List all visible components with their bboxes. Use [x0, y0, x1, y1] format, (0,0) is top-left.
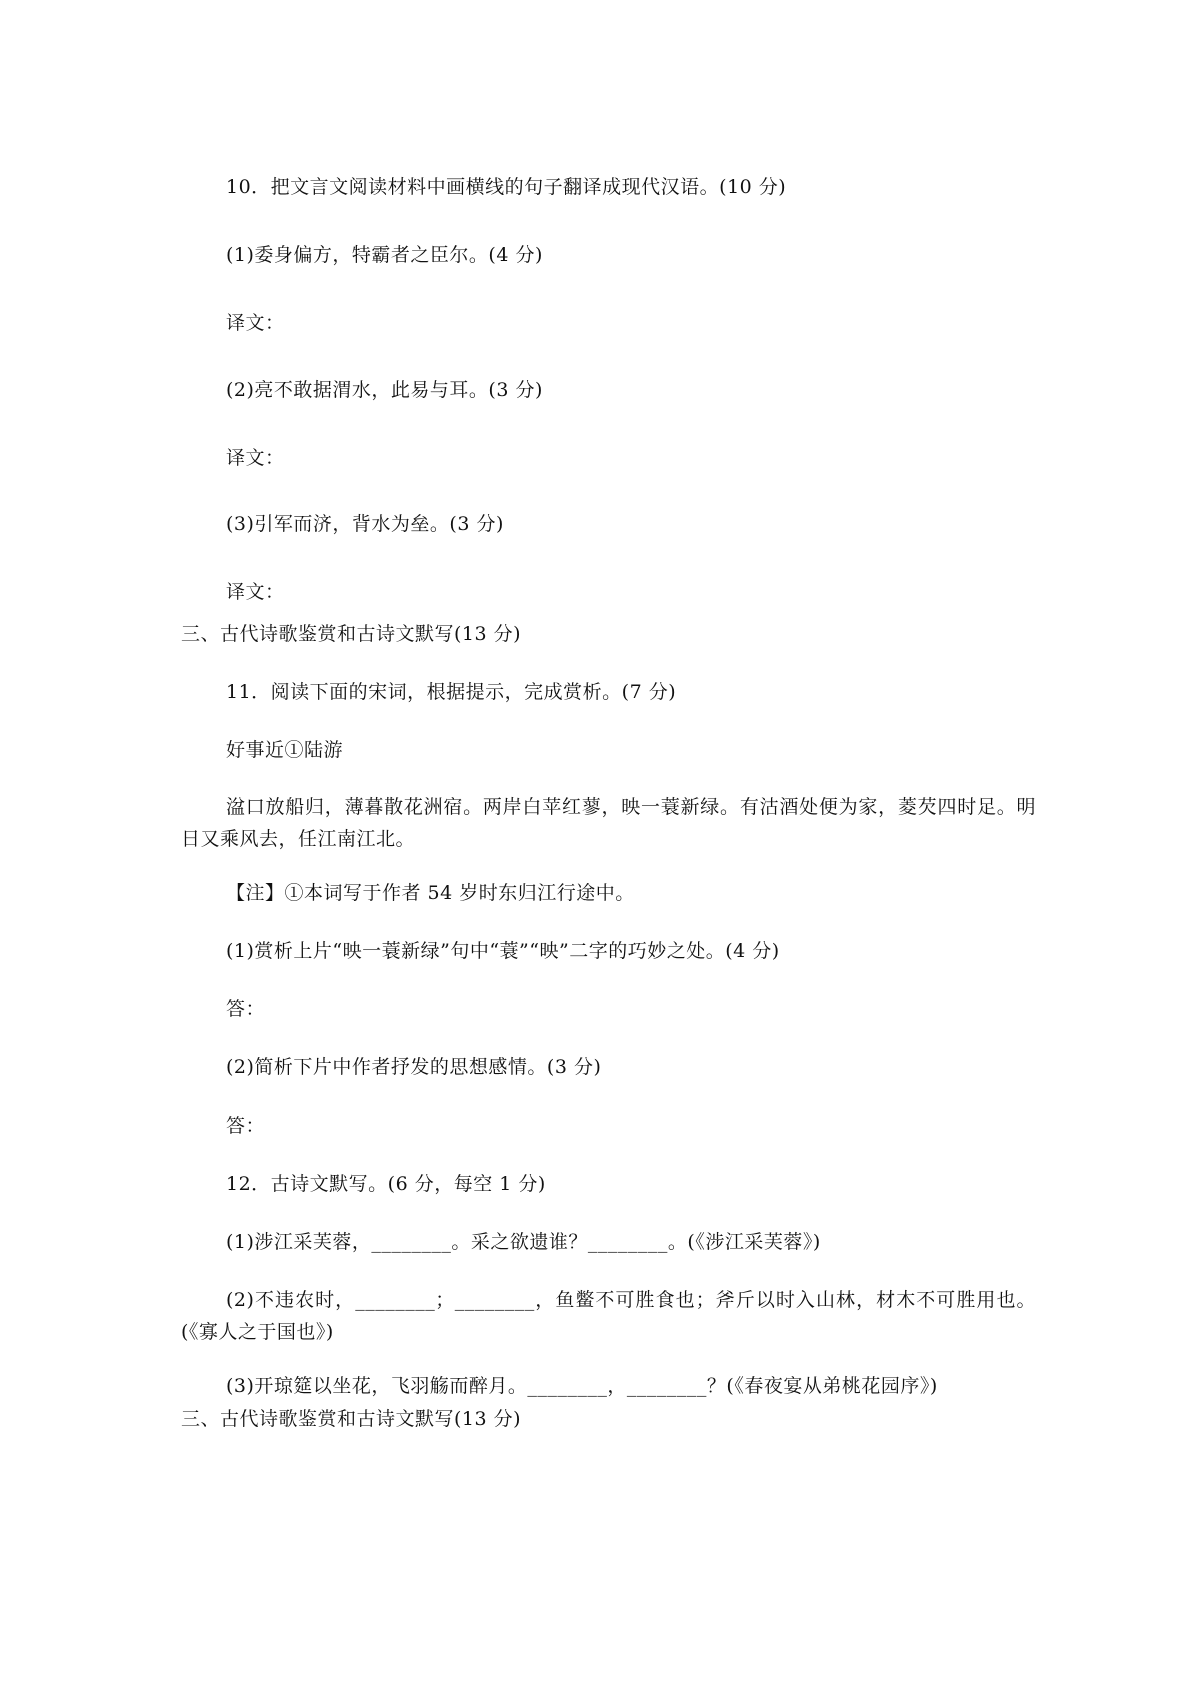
question-11-title: 11．阅读下面的宋词，根据提示，完成赏析。(7 分): [226, 681, 677, 703]
question-12-title: 12．古诗文默写。(6 分，每空 1 分): [226, 1173, 546, 1195]
poem-note: 【注】①本词写于作者 54 岁时东归江行途中。: [226, 882, 635, 904]
question-10-translation-label-2: 译文：: [226, 447, 285, 469]
question-12-part-3: (3)开琼筵以坐花，飞羽觞而醉月。________，________？(《春夜宴从弟桃花园序》): [226, 1375, 938, 1397]
question-10-sentence-3: (3)引军而济，背水为垒。(3 分): [226, 513, 504, 535]
answer-label-1: 答：: [226, 998, 266, 1020]
question-12-part-1: (1)涉江采芙蓉，________。采之欲遗谁？________。(《涉江采芙蓉》): [226, 1231, 821, 1253]
question-10-title: 10．把文言文阅读材料中画横线的句子翻译成现代汉语。(10 分): [226, 176, 787, 198]
section-3-heading: 三、古代诗歌鉴赏和古诗文默写(13 分): [181, 623, 522, 645]
question-11-part-2: (2)简析下片中作者抒发的思想感情。(3 分): [226, 1056, 602, 1078]
section-3-heading-repeat: 三、古代诗歌鉴赏和古诗文默写(13 分): [181, 1408, 522, 1430]
question-10-translation-label-1: 译文：: [226, 312, 285, 334]
question-10-translation-label-3: 译文：: [226, 581, 285, 603]
poem-text: 湓口放船归，薄暮散花洲宿。两岸白苹红蓼，映一蓑新绿。有沽酒处便为家，菱芡四时足。明日又乘风去，任江南江北。: [181, 796, 1036, 850]
poem-title: 好事近①陆游: [226, 739, 344, 761]
question-12-part-2: (2)不违农时，________；________，鱼鳖不可胜食也；斧斤以时入山林，材木不可胜用也。(《寡人之于国也》): [181, 1289, 1036, 1343]
question-11-part-1: (1)赏析上片“映一蓑新绿”句中“蓑”“映”二字的巧妙之处。(4 分): [226, 940, 780, 962]
question-10-sentence-2: (2)亮不敢据渭水，此易与耳。(3 分): [226, 379, 543, 401]
answer-label-2: 答：: [226, 1115, 266, 1137]
question-10-sentence-1: (1)委身偏方，特霸者之臣尔。(4 分): [226, 244, 543, 266]
